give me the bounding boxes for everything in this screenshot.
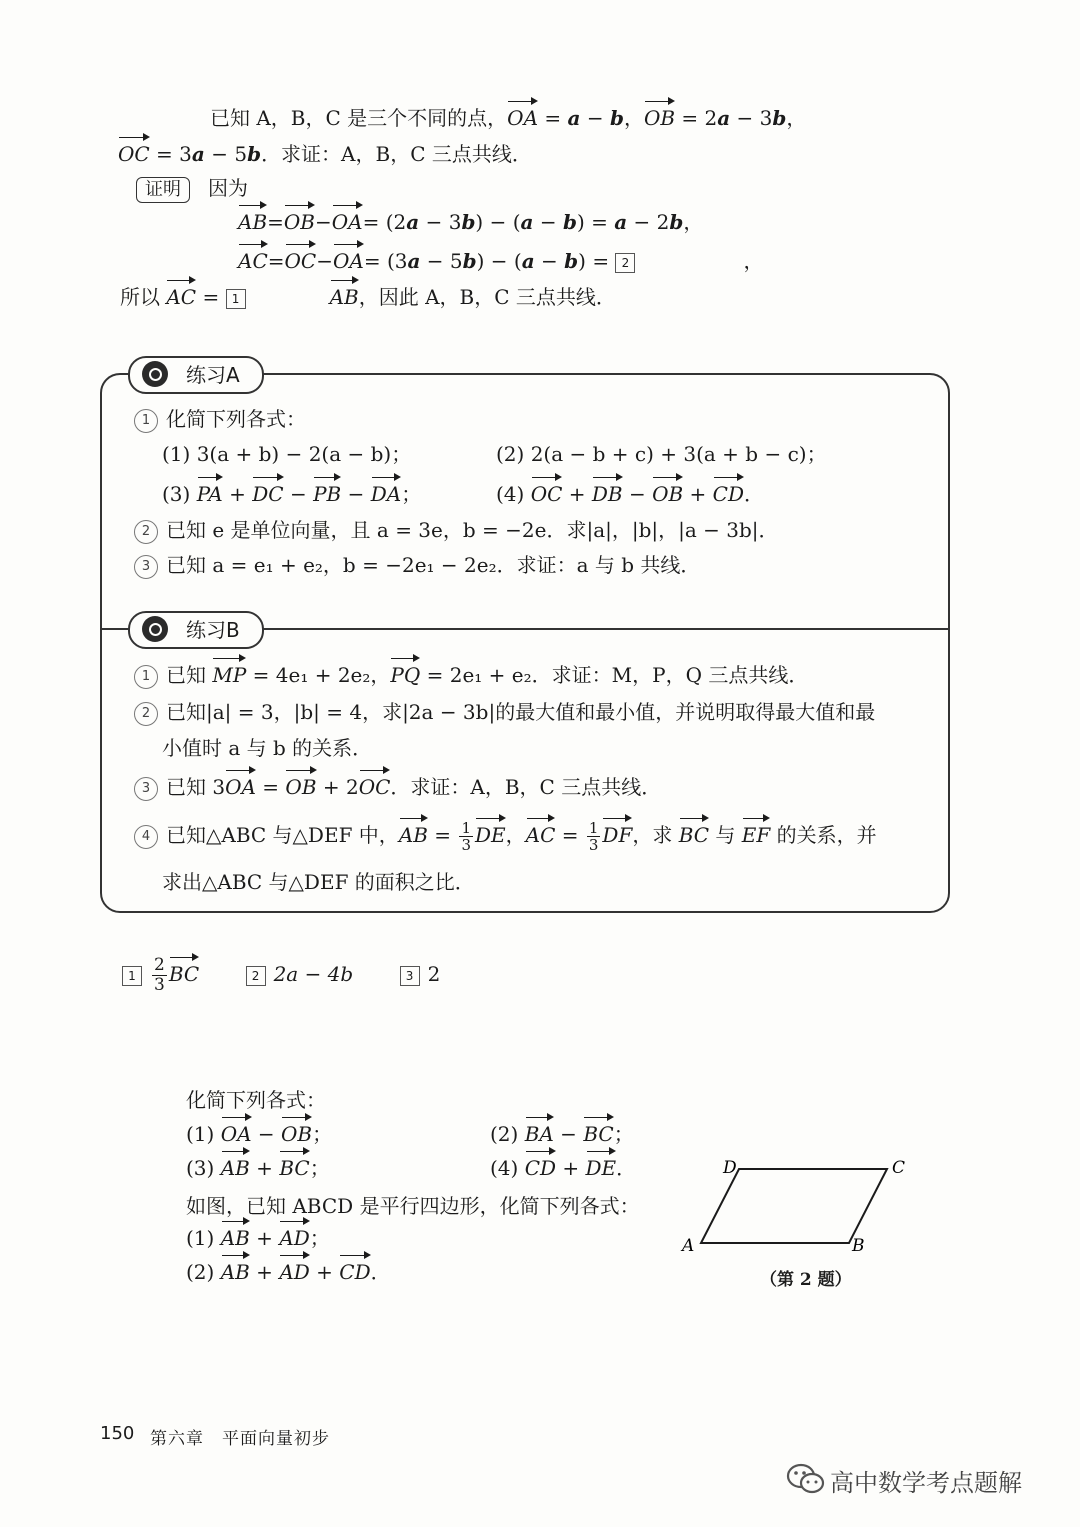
practice-b-q2: 2 已知|a| = 3，|b| = 4，求|2a − 3b|的最大值和最小值，并说明取得最大值和最 [134,698,875,726]
exercise-q1-4: (4) CD + DE． [490,1156,637,1180]
practice-a-q1-1: (1) 3(a + b) − 2(a − b)； [162,442,412,466]
practice-a-q2: 2 已知 e 是单位向量，且 a = 3e，b = −2e．求|a|，|b|，|a − 3b|． [134,516,779,544]
conclusion-line: 所以 AC = 1 AB，因此 A，B，C 三点共线． [120,285,616,309]
fraction-one-third: $\frac{1}{3}$ [461,819,471,854]
vector-oc: OC [118,142,150,166]
page-number: 150 [100,1423,135,1444]
figure-caption: （第 2 题） [760,1270,852,1290]
pencil-badge-icon [142,361,168,387]
exercise-q1-2: (2) BA − BC； [490,1122,634,1146]
exercise-q2-1: (1) AB + AD； [186,1226,330,1250]
vector-ob: OB [643,106,676,130]
vertex-label-b: B [852,1236,865,1256]
blank-box-1: 1 [226,289,246,309]
exercise-q1: 化简下列各式： [186,1088,326,1112]
practice-b-q2-cont: 小值时 a 与 b 的关系． [162,736,373,760]
proof-ac-line: AC=OC−OA= (3a − 5b) − (a − b) = 2 ， [238,249,764,273]
vector-oa: OA [507,106,539,130]
practice-a-q1-3: (3) PA + DC − PB − DA； [162,482,422,506]
blank-box-2: 2 [615,253,635,273]
wechat-icon [786,1462,826,1496]
chapter-title: 第六章 平面向量初步 [150,1429,330,1449]
example-line-2: OC = 3a − 5b．求证：A，B，C 三点共线． [118,142,532,166]
pencil-badge-icon [142,616,168,642]
proof-line: 证明 因为 [136,174,248,203]
vertex-label-a: A [682,1236,695,1256]
practice-b-q4: 4 已知△ABC 与△DEF 中，AB = $\frac{1}{3}$ DE，AC = $\frac{1}{3}$ DF，求 BC 与 EF 的关系，并 [134,820,877,853]
practice-b-q4-cont: 求出△ABC 与△DEF 的面积之比． [162,870,475,894]
exercise-q1-1: (1) OA − OB； [186,1122,333,1146]
practice-a-q3: 3 已知 a = e₁ + e₂，b = −2e₁ − 2e₂．求证：a 与 b 共线． [134,551,700,579]
practice-b-q1: 1 已知 MP = 4e₁ + 2e₂，PQ = 2e₁ + e₂．求证：M，P，Q 三点共线． [134,661,808,689]
practice-a-q1-2: (2) 2(a − b + c) + 3(a + b − c)； [496,442,827,466]
vertex-label-d: D [723,1158,737,1178]
proof-ab-line: AB=OB−OA= (2a − 3b) − (a − b) = a − 2b， [238,210,704,234]
proof-badge: 证明 [136,177,190,203]
practice-b-tag: 练习B [128,611,264,649]
practice-b-q3: 3 已知 3OA = OB + 2OC．求证：A，B，C 三点共线． [134,773,661,801]
answers-line: 1 $\frac{2}{3}$ BC 2 2a − 4b 3 2 [122,956,440,995]
practice-a-q1-4: (4) OC + DB − OB + CD． [496,482,765,506]
exercise-q2-2: (2) AB + AD + CD． [186,1260,391,1284]
parallelogram-figure [670,1150,920,1260]
practice-a-q1: 1 化简下列各式： [134,405,306,433]
vertex-label-c: C [892,1158,906,1178]
exercise-q1-3: (3) AB + BC； [186,1156,330,1180]
watermark-text: 高中数学考点题解 [830,1469,1022,1497]
practice-a-tag: 练习A [128,356,264,394]
exercise-q2: 如图，已知 ABCD 是平行四边形，化简下列各式： [186,1194,640,1218]
example-line-1: 已知 A，B，C 是三个不同的点，OA = a − b，OB = 2a − 3b， [210,106,807,130]
